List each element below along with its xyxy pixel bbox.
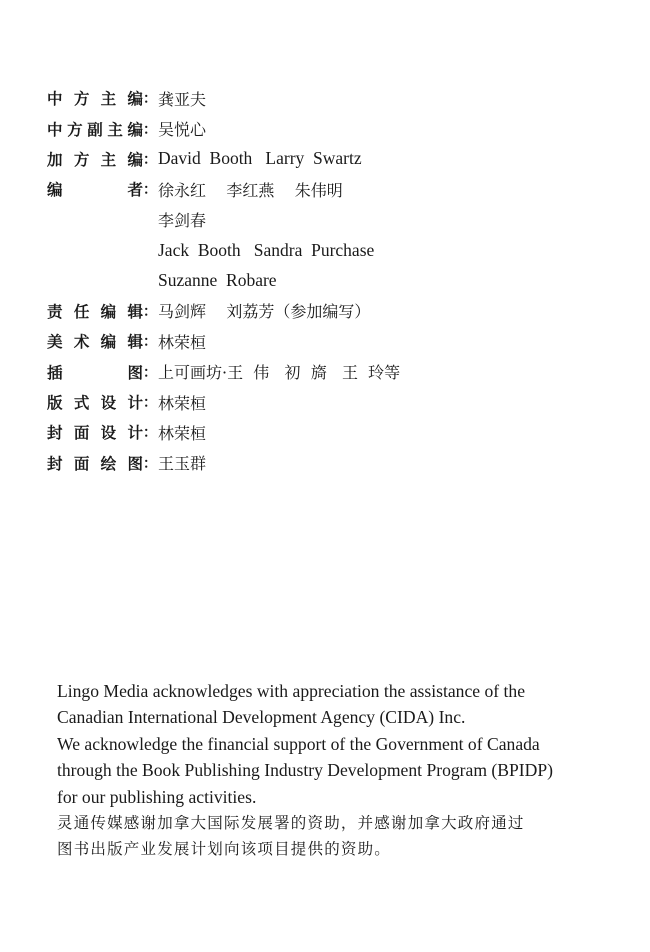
credit-value: 林荣桓 [158,332,207,352]
ack-en-line: through the Book Publishing Industry Development Program (BPIDP) [57,760,554,781]
acknowledgement [57,678,637,863]
credit-colon: ： [143,121,157,138]
credit-value: 林荣桓 [158,423,207,443]
credit-row [47,417,400,447]
credit-label: 封面绘图 [47,454,143,473]
credit-label: 美术编辑 [47,333,143,352]
credit-value: 龚亚夫 [158,89,207,109]
credit-value: Suzanne Robare [158,270,277,291]
credit-value: 林荣桓 [158,393,207,413]
ack-en-line: for our publishing activities. [57,786,257,807]
credit-colon: ： [143,91,157,108]
credit-value: 王玉群 [158,454,207,474]
credit-value: Jack Booth Sandra Purchase [158,239,375,260]
ack-en-line: Lingo Media acknowledges with appreciation the assistance of the [57,681,526,701]
credit-colon: ： [143,455,157,472]
credit-value: 李剑春 [158,211,207,231]
credit-row [47,387,400,417]
credit-value: David Booth Larry Swartz [158,148,362,169]
ack-en-line: Canadian International Development Agency (CIDA) Inc. [57,707,466,728]
credit-row [47,326,400,356]
credit-colon: ： [143,425,157,442]
credit-row [47,144,400,174]
credit-colon: ： [143,334,157,351]
credit-colon: ： [143,395,157,412]
credit-row [47,83,400,113]
credit-colon: ： [143,303,157,320]
credit-value: 吴悦心 [158,120,207,140]
credit-label: 插图 [47,363,143,382]
credits-list [47,83,400,478]
credit-label: 责任编辑 [47,302,143,321]
credit-value: 上可画坊·王 伟 初 旖 王 玲等 [158,363,401,383]
ack-zh-line: 图书出版产业发展计划向该项目提供的资助。 [57,840,392,859]
credit-label: 中方主编 [47,90,143,109]
credit-colon: ： [143,182,157,199]
credit-value: 马剑辉 刘荔芳（参加编写） [158,302,371,322]
credit-colon: ： [143,364,157,381]
credit-row [47,296,400,326]
credit-row [47,265,400,295]
credit-row [47,205,400,235]
credit-value: 徐永红 李红燕 朱伟明 [158,180,343,200]
credit-label: 版式设计 [47,394,143,413]
credit-row [47,113,400,143]
ack-en-line: We acknowledge the financial support of the Government of Canada [57,733,540,754]
credit-label: 加方主编 [47,150,143,169]
credit-row [47,357,400,387]
credit-label: 编者 [47,181,143,200]
credit-row [47,448,400,478]
credit-row [47,174,400,204]
credit-label: 封面设计 [47,424,143,443]
credit-row [47,235,400,265]
ack-zh-line: 灵通传媒感谢加拿大国际发展署的资助，并感谢加拿大政府通过 [57,814,525,833]
credit-label: 中方副主编 [47,120,143,139]
credit-colon: ： [143,151,157,168]
